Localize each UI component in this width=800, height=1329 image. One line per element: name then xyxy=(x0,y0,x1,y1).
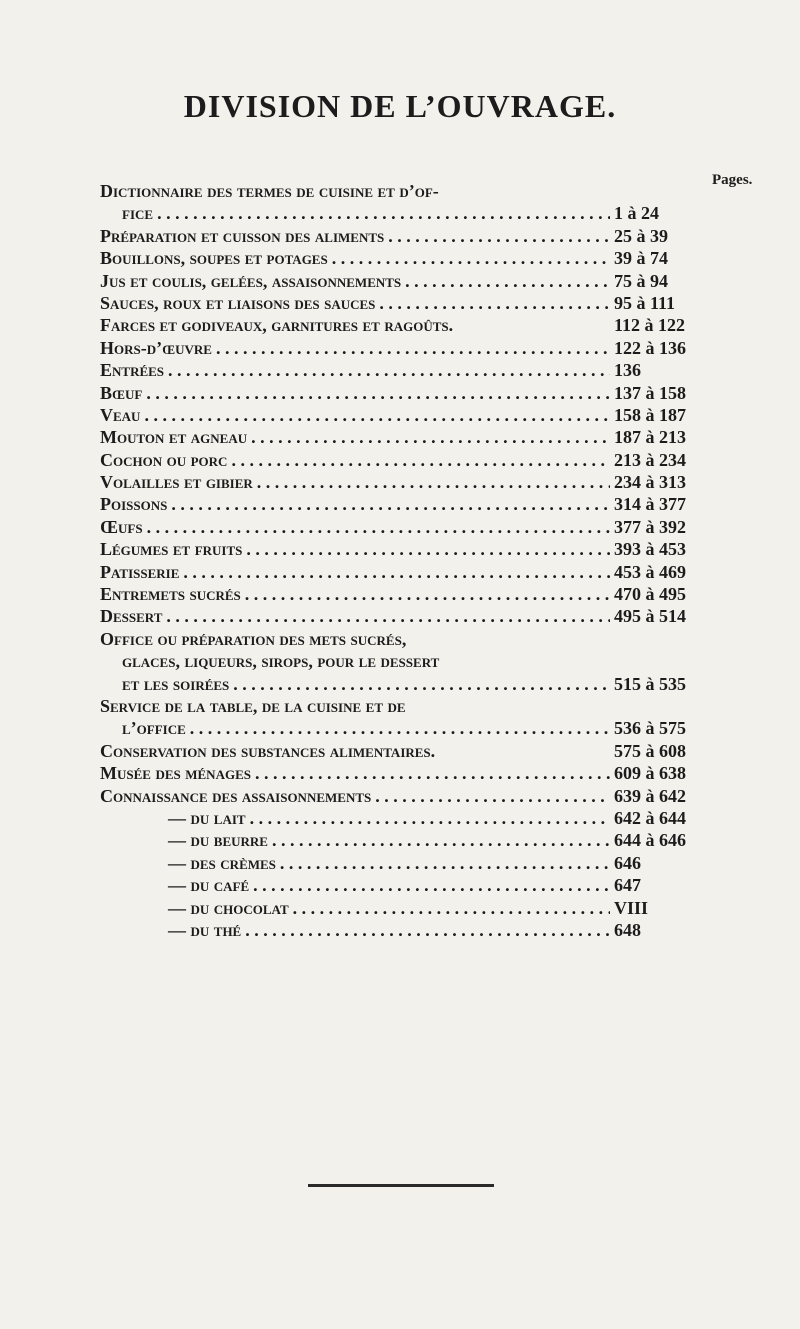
toc-entry-label: Conservation des substances alimentaires. xyxy=(100,740,436,761)
toc-entry-label: — du lait xyxy=(168,807,246,828)
dot-leader xyxy=(231,449,610,471)
toc-entry-label: Hors-d’œuvre xyxy=(100,337,212,358)
toc-entry xyxy=(100,292,710,314)
toc-entry-label: Œufs xyxy=(100,516,143,537)
toc-entry xyxy=(100,202,710,224)
toc-entry-label: fice xyxy=(122,203,154,224)
toc-entry xyxy=(100,314,710,336)
toc-entry-label: Mouton et agneau xyxy=(100,427,248,448)
toc-entry-pages: 25 à 39 xyxy=(614,225,668,246)
toc-entry xyxy=(100,180,710,202)
toc-entry xyxy=(100,404,710,426)
toc-entry-pages: 609 à 638 xyxy=(614,763,686,784)
toc-entry-pages: 95 à 111 xyxy=(614,292,676,313)
toc-entry xyxy=(100,695,710,717)
toc-entry-label: Musée des ménages xyxy=(100,763,251,784)
toc-entry xyxy=(100,359,710,381)
dot-leader xyxy=(388,225,610,247)
dot-leader xyxy=(250,807,610,829)
toc-entry xyxy=(100,829,710,851)
toc-entry-label: glaces, liqueurs, sirops, pour le dessert xyxy=(122,651,440,672)
toc-entry-label: Service de la table, de la cuisine et de xyxy=(100,695,406,716)
toc-entry-pages: 495 à 514 xyxy=(614,606,686,627)
dot-leader xyxy=(332,247,610,269)
toc-entry-pages: 470 à 495 xyxy=(614,584,686,605)
dot-leader xyxy=(171,493,610,515)
dot-leader xyxy=(293,897,610,919)
toc-entry-label: Préparation et cuisson des aliments xyxy=(100,225,385,246)
dot-leader xyxy=(233,673,610,695)
toc-entry xyxy=(100,471,710,493)
toc-entry-label: Poissons xyxy=(100,494,168,515)
toc-entry xyxy=(100,919,710,941)
toc-entry-label: Volailles et gibier xyxy=(100,472,253,493)
toc-entry xyxy=(100,628,710,650)
toc-entry-label: Patisserie xyxy=(100,561,180,582)
dot-leader xyxy=(379,292,610,314)
toc-entry xyxy=(100,561,710,583)
toc-entry xyxy=(100,762,710,784)
toc-entry-pages: 453 à 469 xyxy=(614,561,686,582)
dot-leader xyxy=(251,426,610,448)
toc-entry xyxy=(100,650,710,672)
dot-leader xyxy=(190,717,610,739)
toc-entry-pages: 1 à 24 xyxy=(614,203,659,224)
toc-entry-label: — du chocolat xyxy=(168,897,289,918)
toc-entry-pages: 644 à 646 xyxy=(614,830,686,851)
toc-entry xyxy=(100,717,710,739)
toc-entry-label: Bouillons, soupes et potages xyxy=(100,248,328,269)
toc-entry-pages: 393 à 453 xyxy=(614,539,686,560)
dot-leader xyxy=(246,538,610,560)
toc-entry-pages: 536 à 575 xyxy=(614,718,686,739)
toc-entry-pages: 112 à 122 xyxy=(614,315,686,336)
toc-entry-label: — du thé xyxy=(168,919,242,940)
pages-column-header: Pages. xyxy=(712,172,753,188)
toc-entry xyxy=(100,270,710,292)
page-title: DIVISION DE L’OUVRAGE. xyxy=(183,88,617,124)
toc-entry-pages: 647 xyxy=(614,875,641,896)
toc-entry-label: Farces et godiveaux, garnitures et ragoûts. xyxy=(100,315,454,336)
toc-entry xyxy=(100,673,710,695)
toc-entry xyxy=(100,740,710,762)
toc-entry xyxy=(100,538,710,560)
toc-entry-label: — des crèmes xyxy=(168,852,276,873)
toc-entry xyxy=(100,605,710,627)
dot-leader xyxy=(166,605,610,627)
toc-entry-pages: 137 à 158 xyxy=(614,382,686,403)
toc-entry xyxy=(100,583,710,605)
toc-entry-label: — du beurre xyxy=(168,830,268,851)
toc-entry-pages: 136 xyxy=(614,360,641,381)
toc-entry-pages: 648 xyxy=(614,919,641,940)
dot-leader xyxy=(245,583,610,605)
dot-leader xyxy=(216,337,610,359)
dot-leader xyxy=(272,829,610,851)
dot-leader xyxy=(183,561,610,583)
dot-leader xyxy=(157,202,610,224)
toc-entry-pages: 158 à 187 xyxy=(614,404,686,425)
toc-entry xyxy=(100,807,710,829)
dot-leader xyxy=(147,516,610,538)
toc-entry xyxy=(100,493,710,515)
toc-entry-pages: 187 à 213 xyxy=(614,427,686,448)
dot-leader xyxy=(245,919,610,941)
toc-entry-pages: 234 à 313 xyxy=(614,472,686,493)
dot-leader xyxy=(280,852,610,874)
toc-entry-pages: 213 à 234 xyxy=(614,449,686,470)
toc-entry-label: Jus et coulis, gelées, assaisonnements xyxy=(100,270,402,291)
toc-entry xyxy=(100,874,710,896)
dot-leader xyxy=(405,270,610,292)
dot-leader xyxy=(255,762,610,784)
table-of-contents xyxy=(100,180,710,941)
toc-entry-label: — du café xyxy=(168,875,250,896)
toc-entry-label: Dessert xyxy=(100,606,163,627)
toc-entry-pages: 575 à 608 xyxy=(614,740,686,761)
dot-leader xyxy=(144,404,610,426)
dot-leader xyxy=(375,785,610,807)
toc-entry-label: Dictionnaire des termes de cuisine et d’of- xyxy=(100,181,439,201)
dot-leader xyxy=(146,382,610,404)
toc-entry-label: Office ou préparation des mets sucrés, xyxy=(100,628,407,649)
toc-entry-label: l’office xyxy=(122,718,186,739)
toc-entry-label: Sauces, roux et liaisons des sauces xyxy=(100,292,376,313)
toc-entry xyxy=(100,225,710,247)
toc-entry-pages: 377 à 392 xyxy=(614,516,686,537)
toc-entry xyxy=(100,897,710,919)
toc-entry xyxy=(100,449,710,471)
toc-entry xyxy=(100,785,710,807)
toc-entry xyxy=(100,247,710,269)
toc-entry-label: Entremets sucrés xyxy=(100,584,241,605)
toc-entry-pages: 122 à 136 xyxy=(614,337,686,358)
toc-entry-label: Connaissance des assaisonnements xyxy=(100,785,372,806)
toc-entry-pages: VIII xyxy=(614,897,649,918)
end-rule xyxy=(308,1184,494,1187)
toc-entry-label: et les soirées xyxy=(122,673,230,694)
toc-entry-pages: 75 à 94 xyxy=(614,270,668,291)
toc-entry-pages: 39 à 74 xyxy=(614,248,668,269)
toc-entry-pages: 314 à 377 xyxy=(614,494,686,515)
toc-entry xyxy=(100,852,710,874)
toc-entry-label: Cochon ou porc xyxy=(100,449,228,470)
toc-entry-label: Entrées xyxy=(100,360,165,381)
toc-entry xyxy=(100,426,710,448)
toc-entry-label: Légumes et fruits xyxy=(100,539,243,560)
dot-leader xyxy=(257,471,610,493)
dot-leader xyxy=(253,874,610,896)
toc-entry-label: Bœuf xyxy=(100,382,143,403)
dot-leader xyxy=(168,359,610,381)
toc-entry-pages: 515 à 535 xyxy=(614,673,686,694)
toc-entry xyxy=(100,382,710,404)
toc-entry-pages: 642 à 644 xyxy=(614,807,686,828)
toc-entry-pages: 646 xyxy=(614,852,641,873)
toc-entry xyxy=(100,516,710,538)
toc-entry-label: Veau xyxy=(100,404,141,425)
toc-entry xyxy=(100,337,710,359)
toc-entry-pages: 639 à 642 xyxy=(614,785,686,806)
